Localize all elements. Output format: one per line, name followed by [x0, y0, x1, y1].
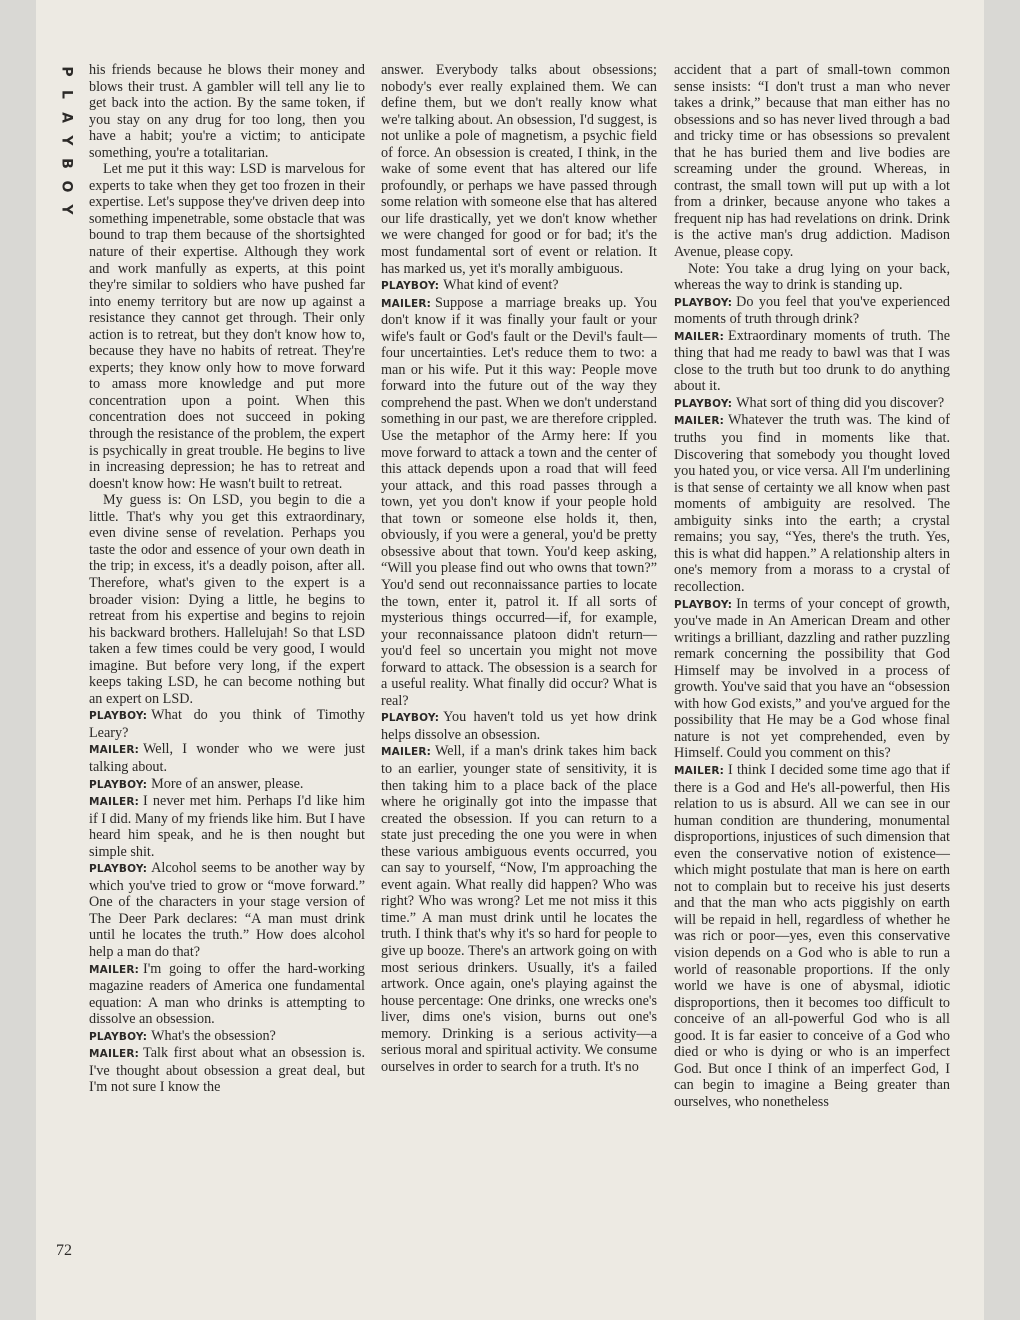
speaker-label: MAILER:: [89, 744, 140, 757]
dialogue-paragraph: [89, 860, 365, 960]
dialogue-paragraph: [89, 707, 365, 741]
paragraph-text: In terms of your concept of growth, you've made in An American Dream and other writings a brilliant, dazzling and rather puzzling remark concerning the possibility that God Himself may be involved in a process of growth. You've said that you have an “obsession with how God exists,” and you've argued for the possibility that He may be a God whose final nature is not yet comprehended, even by Himself. Could you comment on this?: [674, 595, 950, 762]
body-paragraph: [381, 62, 657, 277]
paragraph-text: I never met him. Perhaps I'd like him if I did. Many of my friends like him. But I have heard him speak, and he is then nought but simple shit.: [89, 793, 365, 860]
running-head-letter: O: [58, 180, 75, 193]
page-number: 72: [56, 1242, 72, 1259]
speaker-label: PLAYBOY:: [674, 296, 733, 309]
paragraph-text: What kind of event?: [443, 277, 559, 294]
dialogue-paragraph: [674, 412, 950, 595]
paragraph-text: Do you feel that you've experienced moments of truth through drink?: [674, 293, 950, 328]
body-paragraph: [674, 62, 950, 261]
running-head-letter: Y: [58, 204, 75, 215]
paragraph-text: Let me put it this way: LSD is marvelous for experts to take when they get too frozen in their expertise. Let's suppose they've driven deep into something impenetrable, some obstacle that was bound to trap them because of the shortsighted nature of their expertise. Although they work and work manfully as experts, at this point they're similar to soldiers who have pushed far into enemy territory but are now up against a resistance they cannot get through. Their only action is to retreat, but they don't know how to, because they have no habits of retreat. They're experts; they know only how to move forward to amass more knowledge and put more concentration upon a point. When this concentration does not succeed in poking through the resistance of the problem, the expert is psychically in great trouble. He begins to live in increasing depression; he has to retreat and doesn't know how: He wasn't built to retreat.: [89, 161, 365, 492]
paragraph-text: answer. Everybody talks about obsessions; nobody's ever really explained them. We can define them, but we don't really know what we're talking about. An obsession, I'd suggest, is not unlike a pole of magnetism, a psychic field of force. An obsession is created, I think, in the wake of some event that has altered our life profoundly, or perhaps we have passed through some relation with someone else that has altered our life drastically, yet we don't know whether we were changed for good or for bad; it's the most fundamental sort of event or relation. It has marked us, yet it's morally ambiguous.: [381, 62, 657, 277]
paragraph-text: Whatever the truth was. The kind of truths you find in moments like that. Discovering that somebody you thought loved you hated you, or vice versa. All I'm underlining is that sense of certainty we all know when past moments of ambiguity are resolved. The ambiguity sinks into the earth; a crystal remains; you say, “Yes, there's the truth. Yes, this is what did happen.” A relationship alters in one's memory from a morass to a crystal of recollection.: [674, 412, 950, 595]
speaker-label: PLAYBOY:: [89, 778, 148, 791]
speaker-label: MAILER:: [381, 746, 432, 759]
paragraph-text: What do you think of Timothy Leary?: [89, 707, 365, 741]
dialogue-paragraph: [89, 776, 365, 794]
paragraph-text: accident that a part of small-town common sense insists: “I don't trust a man who never takes a drink,” because that man either has no obsessions and so has never lived through a bad and tricky time or has obsessions so prevalent that he has buried them and live bodies are screaming under the ground. Whereas, in contrast, the small town will put up with a lot from a drinker, because anyone who takes a frequent nip has had revelations on drink. Drink is the active man's drug addiction. Madison Avenue, please copy.: [674, 62, 950, 261]
speaker-label: PLAYBOY:: [89, 1030, 148, 1043]
running-head-letter: B: [58, 158, 75, 169]
speaker-label: PLAYBOY:: [89, 710, 148, 723]
text-column-2: [381, 62, 657, 1075]
speaker-label: MAILER:: [89, 1048, 140, 1061]
text-column-3: [674, 62, 950, 1110]
paragraph-text: I think I decided some time ago that if there is a God and He's all-powerful, then His relation to us is absurd. All we can see in our human condition are thundering, monumental disproportions, injustices of such dimension that even the conservative notion of existence—which might postulate that man is here on earth not to complain but to receive his just deserts and that the man who acts piggishly on earth will be repaid in hell, regardless of whether he was rich or poor—yes, even this conservative vision depends on a God who is able to run a world of reasonable proportions. If the only world we have is one of abysmal, idiotic disproportions, then it becomes too difficult to conceive of an all-powerful God who is all good. It is far easier to conceive of a God who died or who is dying or who is an imperfect God. But once I think of an imperfect God, I can begin to imagine a Being greater than ourselves, who nonetheless: [674, 761, 950, 1110]
dialogue-paragraph: [89, 793, 365, 860]
paragraph-text: Alcohol seems to be another way by which you've tried to grow or “move forward.” One of the characters in your stage version of The Deer Park declares: “A man must drink until he locates the truth.” How does alcohol help a man do that?: [89, 860, 365, 960]
paragraph-text: My guess is: On LSD, you begin to die a little. That's why you get this extraordinary, even divine sense of revelation. Perhaps you taste the odor and essence of your own death in the trip; in excess, it's a deadly poison, after all. Therefore, what's given to the expert is a broader vision: Dying a little, he begins to retreat from his expertise and begins to rejoin his backward brothers. Hallelujah! So that LSD taken a few times could be very good, I would imagine. But before very long, if the expert keeps taking LSD, he can become nothing but an expert on LSD.: [89, 492, 365, 707]
running-head-letter: Y: [58, 135, 75, 146]
speaker-label: PLAYBOY:: [381, 712, 440, 725]
running-head-letter: P: [58, 66, 75, 77]
paragraph-text: Talk first about what an obsession is. I've thought about obsession a great deal, but I'm not sure I know the: [89, 1045, 365, 1096]
speaker-label: MAILER:: [674, 764, 725, 777]
dialogue-paragraph: [89, 741, 365, 775]
paragraph-text: his friends because he blows their money and blows their trust. A gambler will tell any lie to get back into the action. By the same token, if you stay on any drug for too long, then you have a habit; you're a victim; to anticipate something, you're a totalitarian.: [89, 62, 365, 161]
speaker-label: MAILER:: [89, 963, 140, 976]
paragraph-text: Well, I wonder who we were just talking about.: [89, 741, 365, 775]
running-head-letter: L: [58, 90, 75, 99]
running-head-letter: A: [58, 112, 75, 123]
paragraph-text: You haven't told us yet how drink helps dissolve an obsession.: [381, 709, 657, 743]
dialogue-paragraph: [89, 1045, 365, 1096]
paragraph-text: I'm going to offer the hard-working magazine readers of America one fundamental equation: A man who drinks is attempting to dissolve an obsession.: [89, 960, 365, 1028]
paragraph-text: Well, if a man's drink takes him back to an earlier, younger state of sensitivity, it is then taking him to a place back of the place where he originally got into the impasse that created the obsession. If you can return to a state just preceding the one you were in when these various ambiguous events occurred, you can say to yourself, “Now, I'm approaching the event again. What really did happen? Who was right? Who was wrong? Let me not miss it this time.” A man must drink until he locates the truth. I think that's why it's so hard for people to give up booze. There's an artwork going on with most serious drinkers. Usually, it's a failed artwork. Once again, one's playing against the house percentage: One drinks, one wrecks one's liver, dims one's vision, burns out one's memory. Drinking is a serious activity—a serious moral and spiritual activity. We consume ourselves in order to search for a truth. It's no: [381, 743, 657, 1075]
dialogue-paragraph: [89, 961, 365, 1028]
dialogue-paragraph: [381, 277, 657, 295]
dialogue-paragraph: [674, 762, 950, 1110]
speaker-label: PLAYBOY:: [674, 397, 733, 410]
dialogue-paragraph: [381, 709, 657, 743]
paragraph-text: What sort of thing did you discover?: [736, 394, 945, 411]
running-head-vertical: [56, 60, 76, 221]
speaker-label: MAILER:: [89, 796, 140, 809]
speaker-label: PLAYBOY:: [89, 863, 148, 876]
body-paragraph: [674, 261, 950, 294]
dialogue-paragraph: [674, 596, 950, 762]
dialogue-paragraph: [381, 295, 657, 710]
dialogue-paragraph: [674, 395, 950, 413]
body-paragraph: [89, 62, 365, 161]
body-paragraph: [89, 161, 365, 492]
paragraph-text: Note: You take a drug lying on your back, whereas the way to drink is standing up.: [674, 260, 950, 294]
paragraph-text: Extraordinary moments of truth. The thing that had me ready to bawl was that I was close to the truth but too drunk to do anything about it.: [674, 327, 950, 395]
paragraph-text: Suppose a marriage breaks up. You don't know if it was finally your fault or your wife's fault or God's fault or the Devil's fault—four uncertainties. Let's reduce them to two: a man or his wife. Put it this way: People move forward into the future out of the way they comprehend the past. When we don't understand something in our past, we are therefore crippled. Use the metaphor of the Army here: If you move forward to attack a town and the center of this attack depends upon a road that will feed your attack, and this road passes through a town, yet you don't know if your people hold that town or someone else holds it, then, obviously, if you were a general, you'd be pretty obsessive about that town. You'd keep asking, “Will you please find out who owns that town?” You'd send out reconnaissance parties to locate the town, enter it, patrol it. If all sorts of mysterious things occurred—if, for example, your reconnaissance platoon didn't return—you'd feel so uncertain you might not move forward to attack. The obsession is a search for a useful reality. What finally did occur? What is real?: [381, 294, 657, 709]
body-paragraph: [89, 492, 365, 707]
dialogue-paragraph: [381, 743, 657, 1075]
speaker-label: MAILER:: [381, 297, 432, 310]
dialogue-paragraph: [674, 328, 950, 395]
text-column-1: [89, 62, 365, 1096]
dialogue-paragraph: [89, 1028, 365, 1046]
paragraph-text: More of an answer, please.: [151, 775, 304, 792]
dialogue-paragraph: [674, 294, 950, 328]
speaker-label: PLAYBOY:: [381, 280, 440, 293]
speaker-label: PLAYBOY:: [674, 598, 733, 611]
speaker-label: MAILER:: [674, 415, 725, 428]
speaker-label: MAILER:: [674, 330, 725, 343]
paragraph-text: What's the obsession?: [151, 1027, 276, 1044]
